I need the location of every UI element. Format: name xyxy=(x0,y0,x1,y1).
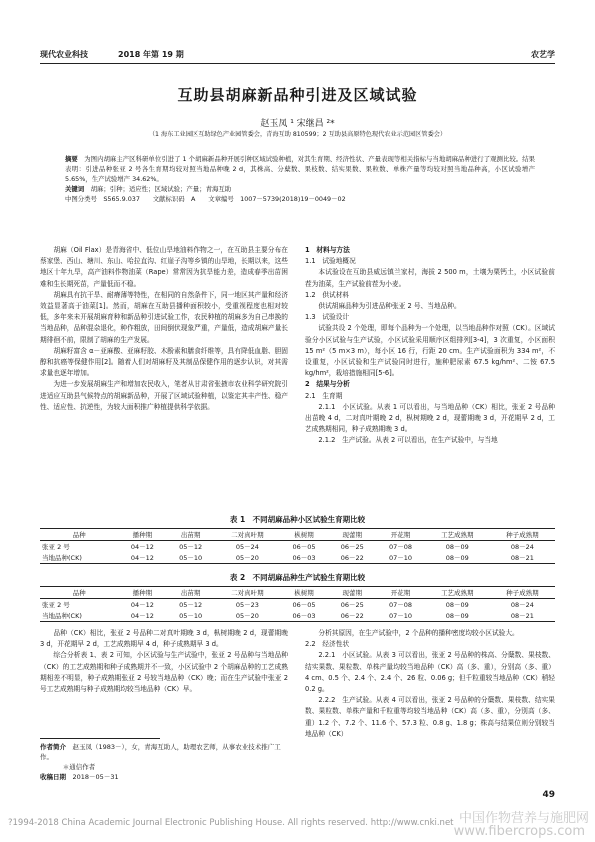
right-column-2 xyxy=(305,628,555,740)
section-heading: 1 材料与方法 xyxy=(305,246,350,254)
table-header-cell: 种子成熟期 xyxy=(490,587,555,599)
table-cell: 06－25 xyxy=(340,601,364,609)
table-cell: 06－05 xyxy=(292,543,316,551)
article-title: 互助县胡麻新品种引进及区域试验 xyxy=(177,86,418,104)
table-header-cell: 品种 xyxy=(40,529,118,541)
journal-issue: 2018 年第 19 期 xyxy=(118,50,184,59)
table1-caption: 表 1 不同胡麻品种小区试验生育期比较 xyxy=(229,515,366,524)
table-cell: 04－12 xyxy=(130,612,154,620)
body-paragraph: 试验共设 2 个处理，即每个品种为一个处理，以当地品种作对照（CK）。区域试验分小区试验与生产试验，小区试验采用顺序区组排列[3-4]，3 次重复，小区面积 15 m²（5 m×3 m），每小区 16 行，行距 20 cm。生产试验面积为 334 m²，不设重复，小区试验和生产试验同时进行，施种肥尿素 67.5 kg/hm²、二铵 67.5 kg/hm²，栽培措施相同[5-6]。 xyxy=(305,324,555,378)
table-cell: 06－22 xyxy=(340,554,364,562)
table-cell: 08－09 xyxy=(445,612,469,620)
body-paragraph: 供试胡麻品种为引进品种张亚 2 号、当地品种。 xyxy=(318,302,461,311)
table-row xyxy=(40,552,555,563)
keywords-line xyxy=(65,184,535,194)
subsection-heading: 1.2 供试材料 xyxy=(305,290,350,299)
table-cell: 06－05 xyxy=(292,601,316,609)
header-rule xyxy=(40,63,555,64)
table-cell: 08－09 xyxy=(445,554,469,562)
table-header-cell: 品种 xyxy=(40,587,118,599)
table-cell: 04－12 xyxy=(130,601,154,609)
author-bio-text: 赵玉凤（1983－），女，青海互助人，助理农艺师，从事农业技术推广工作。 xyxy=(40,743,281,761)
table-cell: 08－21 xyxy=(510,612,534,620)
table-cell: 05－12 xyxy=(179,601,203,609)
table-header-cell: 现蕾期 xyxy=(328,529,376,541)
table-cell: 04－12 xyxy=(130,543,154,551)
table-header-cell: 出苗期 xyxy=(167,529,215,541)
table1-wrap xyxy=(40,528,555,564)
table-cell: 07－08 xyxy=(389,543,413,551)
table-cell: 05－20 xyxy=(235,554,259,562)
table-header-cell: 二对真叶期 xyxy=(215,529,280,541)
table2-bottom-rule xyxy=(40,621,555,622)
received-value: 2018－05－31 xyxy=(72,773,119,781)
table-header-cell: 二对真叶期 xyxy=(215,587,280,599)
table-header-row xyxy=(40,529,555,541)
keywords-text: 胡麻；引种；适应性；区域试验；产量；青海互助 xyxy=(90,185,232,193)
body-paragraph: 为进一步发展胡麻生产和增加农民收入，笔者从甘肃省张掖市农业科学研究院引进适应互助县气候特点的胡麻新品种，开展了区域试验种植，以鉴定其丰产性、稳产性、适应性、抗逆性，为较大面积推广种植提供科学依据。 xyxy=(40,380,288,411)
table-header-cell: 工艺成熟期 xyxy=(425,587,490,599)
table-header-cell: 播种期 xyxy=(118,587,166,599)
table-header-cell: 出苗期 xyxy=(167,587,215,599)
abstract-label: 摘要 xyxy=(65,155,78,163)
table-cell: 05－23 xyxy=(235,601,259,609)
section-heading: 2 结果与分析 xyxy=(305,380,350,389)
table-header-cell: 开花期 xyxy=(376,587,424,599)
table-cell: 当地品种(CK) xyxy=(42,612,82,620)
table-cell: 08－09 xyxy=(445,601,469,609)
table-header-cell: 工艺成熟期 xyxy=(425,529,490,541)
table-cell: 张亚 2 号 xyxy=(42,601,70,609)
body-paragraph: 综合分析表 1、表 2 可知，小区试验与生产试验中，张亚 2 号品种与当地品种（CK）的工艺成熟期和种子成熟期并不一致，小区试验中 2 个胡麻品种的工艺成熟期相差不明显，种子成熟期张亚 2 号较当地品种（CK）晚；而在生产试验中张亚 2 号工艺成熟期与种子成熟期均较当地品种（CK）早。 xyxy=(40,651,288,694)
table-header-cell: 种子成熟期 xyxy=(490,529,555,541)
subsection-heading: 2.1 生育期 xyxy=(305,391,343,400)
author-bio-label: 作者简介 xyxy=(40,743,66,751)
table2-wrap xyxy=(40,586,555,622)
clc-line: 中图分类号 S565.9.037 文献标识码 A 文章编号 1007－5739(2018)19－0049－02 xyxy=(65,195,346,203)
page-number: 49 xyxy=(542,790,555,800)
article-authors: 赵玉凤 ¹ 宋继昌 ²* xyxy=(260,119,335,129)
received-label: 收稿日期 xyxy=(40,773,66,781)
table-cell: 08－21 xyxy=(510,554,534,562)
article-affiliations: （1 海东工业园区互助绿色产业园管委会，青海互助 810599；2 互助县高原特色现代农业示范园区管委会） xyxy=(148,131,447,138)
copyright-line: ?1994-2018 China Academic Journal Electronic Publishing House. All rights reserved. http://www.cnki.net xyxy=(8,818,454,828)
body-paragraph: 品种（CK）相比，张亚 2 号品种二对真叶期晚 3 d，枞树期晚 2 d，现蕾期晚 3 d，开花期早 2 d，工艺成熟期早 4 d，种子成熟期早 3 d。 xyxy=(40,629,288,649)
table1-bottom-rule xyxy=(40,563,555,564)
watermark-site-url: www.fibercrops.com xyxy=(453,824,585,839)
body-paragraph: 2.2.1 小区试验。从表 3 可以看出，张亚 2 号品种的株高、分蘖数、果枝数、结实果数、果粒数、单株产量均较当地品种（CK）高（多、重），分别高（多、重）4 cm、0.5 个、2.4 个、2.4 个、26 粒、0.06 g；但千粒重较当地品种（CK）稍轻 0.2 g。 xyxy=(305,651,555,694)
abstract-text: 为图内胡麻主产区科研单位引进了 1 个胡麻新品种开展引种区域试验种植，对其生育期、经济性状、产量表现等相关指标与当地胡麻品种进行了观测比较。结果表明：引进品种张亚 2 号各生育期均较对照当地品种晚 2 d，其株高、分蘖数、果枝数、结实果数、果粒数、单株产量等均较对照当地品种高，小区试验增产 5.65%，生产试验增产 34.62%。 xyxy=(65,155,536,183)
table-row xyxy=(40,541,555,553)
left-column-2 xyxy=(40,628,288,695)
table-cell: 05－10 xyxy=(179,612,203,620)
table-cell: 05－10 xyxy=(179,554,203,562)
received-date xyxy=(40,772,288,782)
left-column xyxy=(40,245,288,413)
table-cell: 05－20 xyxy=(235,612,259,620)
table-header-cell: 枞树期 xyxy=(280,587,328,599)
table-cell: 张亚 2 号 xyxy=(42,543,70,551)
table-cell: 04－12 xyxy=(130,554,154,562)
section-name: 农艺学 xyxy=(531,50,555,59)
table-cell: 05－12 xyxy=(179,543,203,551)
table-cell: 08－24 xyxy=(510,543,534,551)
body-paragraph: 2.1.1 小区试验。从表 1 可以看出，与当地品种（CK）相比，张亚 2 号品种出苗晚 4 d，二对真叶期晚 2 d，枞树期晚 2 d，现蕾期晚 3 d，开花期早 2 d，工艺成熟期相同，种子成熟期晚 3 d。 xyxy=(305,402,555,434)
footnote-rule xyxy=(40,738,160,739)
table-header-cell: 播种期 xyxy=(118,529,166,541)
table-cell: 06－03 xyxy=(292,554,316,562)
abstract-paragraph xyxy=(65,154,535,184)
table-cell: 07－10 xyxy=(389,554,413,562)
table-cell: 08－09 xyxy=(445,543,469,551)
table-cell: 06－25 xyxy=(340,543,364,551)
right-column xyxy=(305,245,555,447)
watermark-site-name: 中国作物营养与施肥网 xyxy=(458,811,589,826)
table1 xyxy=(40,529,555,563)
subsection-heading: 2.2 经济性状 xyxy=(305,640,350,649)
table-header-cell: 枞树期 xyxy=(280,529,328,541)
body-paragraph: 胡麻籽富含 α－亚麻酸、亚麻籽胶、木酚素和膳食纤维等，具有降低血脂、胆固醇和抗癌等保健作用[2]。随着人们对胡麻籽及其制品保健作用的逐步认识，对其需求量也逐年增加。 xyxy=(40,346,288,378)
table-header-cell: 现蕾期 xyxy=(328,587,376,599)
table-cell: 08－24 xyxy=(510,601,534,609)
body-paragraph: 胡麻（Oil Flax）是青海省中、低位山旱地油料作物之一，在互助县主要分布在蔡家堡、西山、塘川、东山、哈拉直沟、红崖子沟等乡镇的山旱地，长期以来，这些地区十年九旱，高产油料作物油菜（Rape）常常因为抗旱能力差，造成春季出苗困难和生长期死苗，产量低而不稳。 xyxy=(40,246,288,288)
body-paragraph: 胡麻具有抗干旱、耐瘠薄等特性，在相同的自然条件下，同一地区其产量和经济效益显著高于油菜[1]。然而，胡麻在互助县播种面积较小，受重视程度也相对较低，多年来未开展胡麻育种和新品种引进试验工作，农民种植的胡麻多为自己串换的当地品种，品种混杂退化，种作粗放，田间倒伏现象严重，产量低，造成胡麻产量长期徘徊不前，限制了胡麻的生产发展。 xyxy=(40,290,288,344)
footnote xyxy=(40,742,288,782)
subsection-heading: 1.3 试验设计 xyxy=(305,313,350,322)
table-header-cell: 开花期 xyxy=(376,529,424,541)
corresponding-note: ＊通信作者 xyxy=(62,763,96,771)
subsection-heading: 1.1 试验地概况 xyxy=(305,257,356,266)
table2 xyxy=(40,587,555,621)
table2-caption: 表 2 不同胡麻品种生产试验生育期比较 xyxy=(229,573,366,582)
table-header-row xyxy=(40,587,555,599)
table-row xyxy=(40,599,555,611)
abstract-block xyxy=(65,154,535,204)
table-row xyxy=(40,610,555,621)
table-cell: 05－24 xyxy=(235,543,259,551)
body-paragraph: 2.1.2 生产试验。从表 2 可以看出，在生产试验中，与当地 xyxy=(318,436,498,445)
table-cell: 07－08 xyxy=(389,601,413,609)
table-cell: 07－10 xyxy=(389,612,413,620)
table-cell: 06－03 xyxy=(292,612,316,620)
author-bio xyxy=(40,742,288,762)
body-paragraph: 分析其原因，在生产试验中，2 个品种的播种密度均较小区试验大。 xyxy=(318,629,519,637)
body-paragraph: 本试验设在互助县威远镇兰家村，海拔 2 500 m，土壤为栗钙土，小区试验前茬为油菜，生产试验前茬为小麦。 xyxy=(305,268,555,288)
journal-name: 现代农业科技 xyxy=(40,50,88,59)
table-cell: 06－22 xyxy=(340,612,364,620)
keywords-label: 关键词 xyxy=(65,185,85,193)
body-paragraph: 2.2.2 生产试验。从表 4 可以看出，张亚 2 号品种的分蘖数、果枝数、结实果数、果粒数、单株产量和千粒重等均较当地品种（CK）高（多、重），分别高（多、重）1.2 个、7.2 个、11.6 个、57.3 粒、0.8 g、1.8 g；株高与结果位则分别较当地品种（CK） xyxy=(305,696,555,738)
table-cell: 当地品种(CK) xyxy=(42,554,82,562)
